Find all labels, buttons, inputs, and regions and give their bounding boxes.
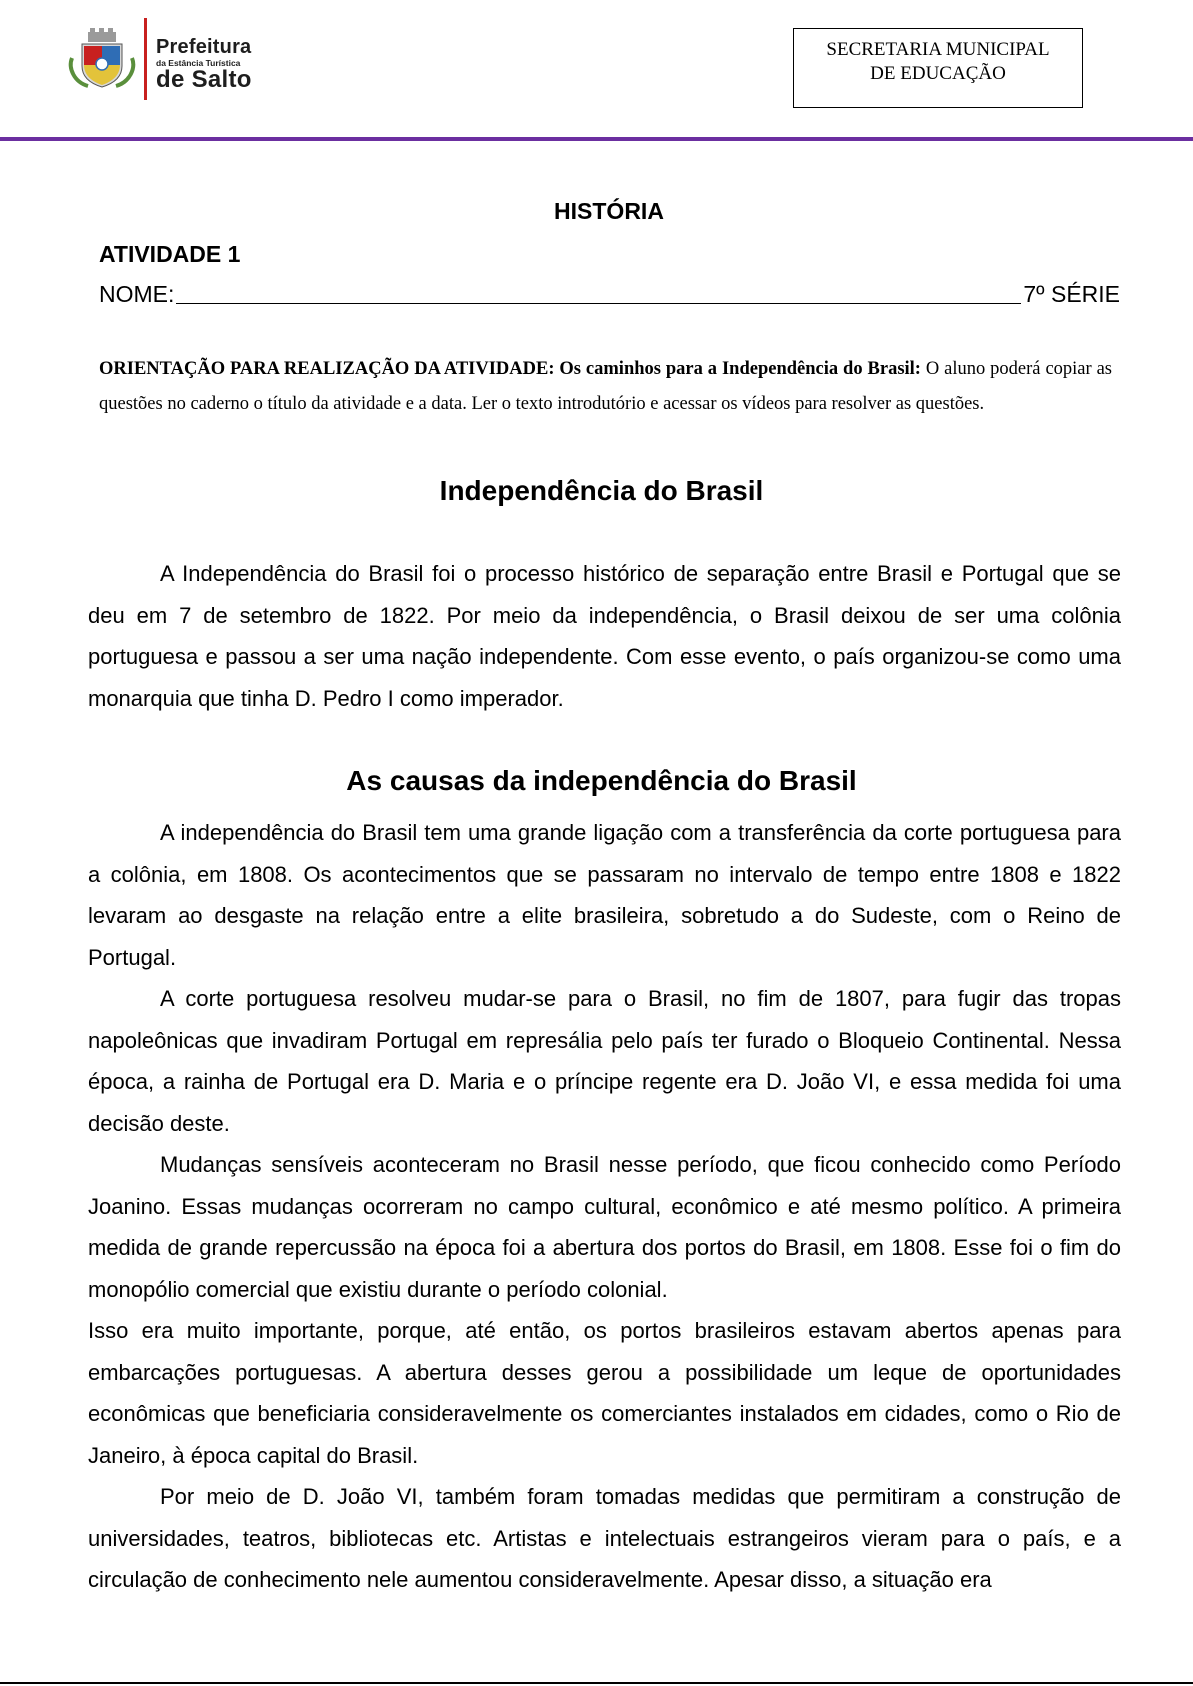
paragraph: A independência do Brasil tem uma grande ligação com a transferência da corte portuguesa para a colônia, em 1808. Os acontecimentos que se passaram no intervalo de tempo entre 1808 e 1822 levaram ao desgaste na relação entre a elite brasileira, sobretudo a do Sudeste, com o Reino de Portugal. <box>88 820 1121 970</box>
name-field-row <box>99 281 1120 308</box>
secretaria-box <box>793 28 1083 108</box>
paragraph: Isso era muito importante, porque, até então, os portos brasileiros estavam abertos apenas para embarcações portuguesas. A abertura desses gerou a possibilidade um leque de oportunidades econômicas que beneficiaria consideravelmente os comerciantes instalados em cidades, como o Rio de Janeiro, à época capital do Brasil. <box>88 1318 1121 1468</box>
name-blank-line[interactable] <box>176 303 1021 304</box>
paragraph: A Independência do Brasil foi o processo histórico de separação entre Brasil e Portugal que se deu em 7 de setembro de 1822. Por meio da independência, o Brasil deixou de ser uma colônia portuguesa e passou a ser uma nação independente. Com esse evento, o país organizou-se como uma monarquia que tinha D. Pedro I como imperador. <box>88 561 1121 711</box>
section-title-causas: As causas da independência do Brasil <box>346 765 857 796</box>
logo-text-salto: de Salto <box>156 66 252 93</box>
coat-of-arms-icon <box>66 28 138 90</box>
paragraph: Mudanças sensíveis aconteceram no Brasil nesse período, que ficou conhecido como Período Joanino. Essas mudanças ocorreram no campo cultural, econômico e até mesmo político. A primeira medida de grande repercussão na época foi a abertura dos portos do Brasil, em 1808. Esse foi o fim do monopólio comercial que existiu durante o período colonial. <box>88 1152 1121 1302</box>
header-divider <box>0 137 1193 141</box>
page-bottom-rule <box>0 1682 1193 1684</box>
logo-text-estancia: da Estância Turística <box>156 58 241 68</box>
logo-text-prefeitura: Prefeitura <box>156 36 252 58</box>
activity-title: ATIVIDADE 1 <box>99 241 241 267</box>
subject-title: HISTÓRIA <box>554 198 664 224</box>
prefeitura-logo <box>66 16 286 100</box>
orientation-label: ORIENTAÇÃO PARA REALIZAÇÃO DA ATIVIDADE: Os caminhos para a Independência do Brasil: <box>99 359 921 379</box>
logo-divider <box>144 18 147 100</box>
orientation-paragraph <box>99 352 1112 422</box>
secretaria-line-2: DE EDUCAÇÃO <box>870 63 1006 84</box>
section-body-causas <box>88 812 1121 1601</box>
orientation-text: O aluno poderá copiar as questões no caderno o título da atividade e a data. Ler o texto introdutório e acessar os vídeos para resolver as questões. <box>99 359 1112 414</box>
grade-label: 7º SÉRIE <box>1023 281 1120 307</box>
secretaria-line-1: SECRETARIA MUNICIPAL <box>826 39 1050 60</box>
paragraph: Por meio de D. João VI, também foram tomadas medidas que permitiram a construção de universidades, teatros, bibliotecas etc. Artistas e intelectuais estrangeiros vieram para o país, e a circulação de conhecimento nele aumentou consideravelmente. Apesar disso, a situação era <box>88 1484 1121 1592</box>
paragraph: A corte portuguesa resolveu mudar-se para o Brasil, no fim de 1807, para fugir das tropas napoleônicas que invadiram Portugal em represália pelo país ter furado o Bloqueio Continental. Nessa época, a rainha de Portugal era D. Maria e o príncipe regente era D. João VI, e essa medida foi uma decisão deste. <box>88 986 1121 1136</box>
name-label: NOME: <box>99 281 175 307</box>
section-title-independencia: Independência do Brasil <box>439 475 764 506</box>
section-body-independencia <box>88 553 1121 719</box>
